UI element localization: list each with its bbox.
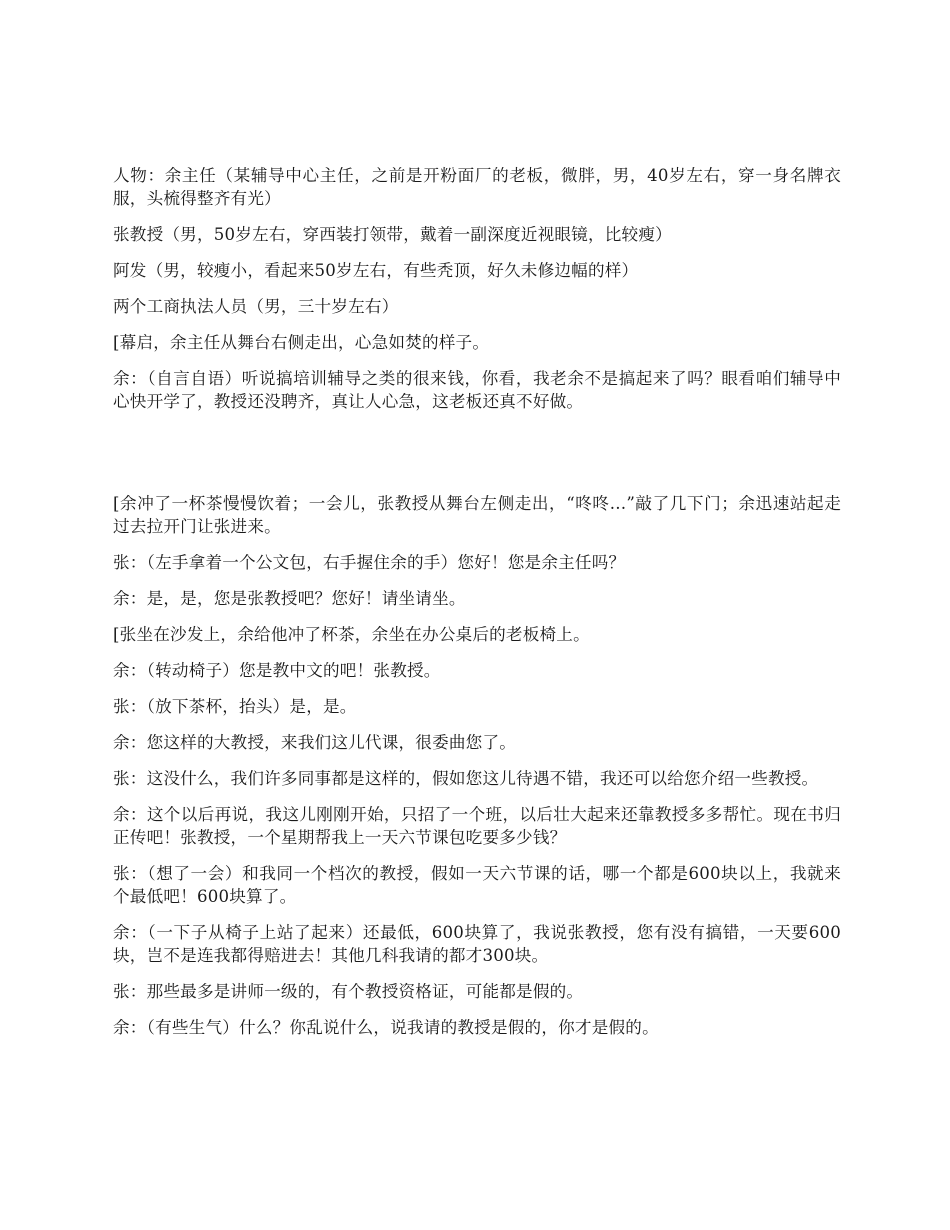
dialogue-line: 余：（自言自语）听说搞培训辅导之类的很来钱，你看，我老余不是搞起来了吗？眼看咱们辅导中心快开学了，教授还没聘齐，真让人心急，这老板还真不好做。 bbox=[113, 369, 841, 411]
character-officers: 两个工商执法人员（男，三十岁左右） bbox=[113, 297, 399, 316]
dialogue-line: 余：是，是，您是张教授吧？您好！请坐请坐。 bbox=[113, 589, 466, 608]
character-afa: 阿发（男，较瘦小，看起来50岁左右，有些秃顶，好久未修边幅的样） bbox=[113, 261, 639, 280]
dialogue-line: 张：那些最多是讲师一级的，有个教授资格证，可能都是假的。 bbox=[113, 982, 584, 1001]
character-intro-yu: 人物：余主任（某辅导中心主任，之前是开粉面厂的老板，微胖，男，40岁左右，穿一身名牌衣服，头梳得整齐有光） bbox=[113, 166, 841, 208]
dialogue-line: 余：您这样的大教授，来我们这儿代课，很委曲您了。 bbox=[113, 733, 517, 752]
dialogue-line: 余：这个以后再说，我这儿刚刚开始，只招了一个班，以后壮大起来还靠教授多多帮忙。现在书归正传吧！张教授，一个星期帮我上一天六节课包吃要多少钱？ bbox=[113, 805, 841, 847]
dialogue-line: 张：（放下茶杯，抬头）是，是。 bbox=[113, 697, 357, 716]
dialogue-line: 张：这没什么，我们许多同事都是这样的，假如您这儿待遇不错，我还可以给您介绍一些教授。 bbox=[113, 769, 819, 788]
character-zhang: 张教授（男，50岁左右，穿西装打领带，戴着一副深度近视眼镜，比较瘦） bbox=[113, 225, 672, 244]
dialogue-line: 余：（一下子从椅子上站了起来）还最低，600块算了，我说张教授，您有没有搞错，一天要600块，岂不是连我都得赔进去！其他几科我请的都才300块。 bbox=[113, 923, 841, 965]
stage-direction: [余冲了一杯茶慢慢饮着；一会儿，张教授从舞台左侧走出，“咚咚…”敲了几下门；余迅速站起走过去拉开门让张进来。 bbox=[113, 494, 841, 536]
script-dialogue bbox=[113, 492, 841, 1039]
stage-direction: [张坐在沙发上，余给他冲了杯茶，余坐在办公桌后的老板椅上。 bbox=[113, 625, 590, 644]
stage-direction: [幕启，余主任从舞台右侧走出，心急如焚的样子。 bbox=[113, 333, 490, 352]
character-list-and-opening bbox=[113, 164, 841, 413]
dialogue-line: 张：（想了一会）和我同一个档次的教授，假如一天六节课的话，哪一个都是600块以上，我就来个最低吧！600块算了。 bbox=[113, 864, 841, 906]
dialogue-line: 张：（左手拿着一个公文包，右手握住余的手）您好！您是余主任吗？ bbox=[113, 553, 626, 572]
dialogue-line: 余：（有些生气）什么？你乱说什么，说我请的教授是假的，你才是假的。 bbox=[113, 1018, 659, 1037]
dialogue-line: 余：（转动椅子）您是教中文的吧！张教授。 bbox=[113, 661, 441, 680]
